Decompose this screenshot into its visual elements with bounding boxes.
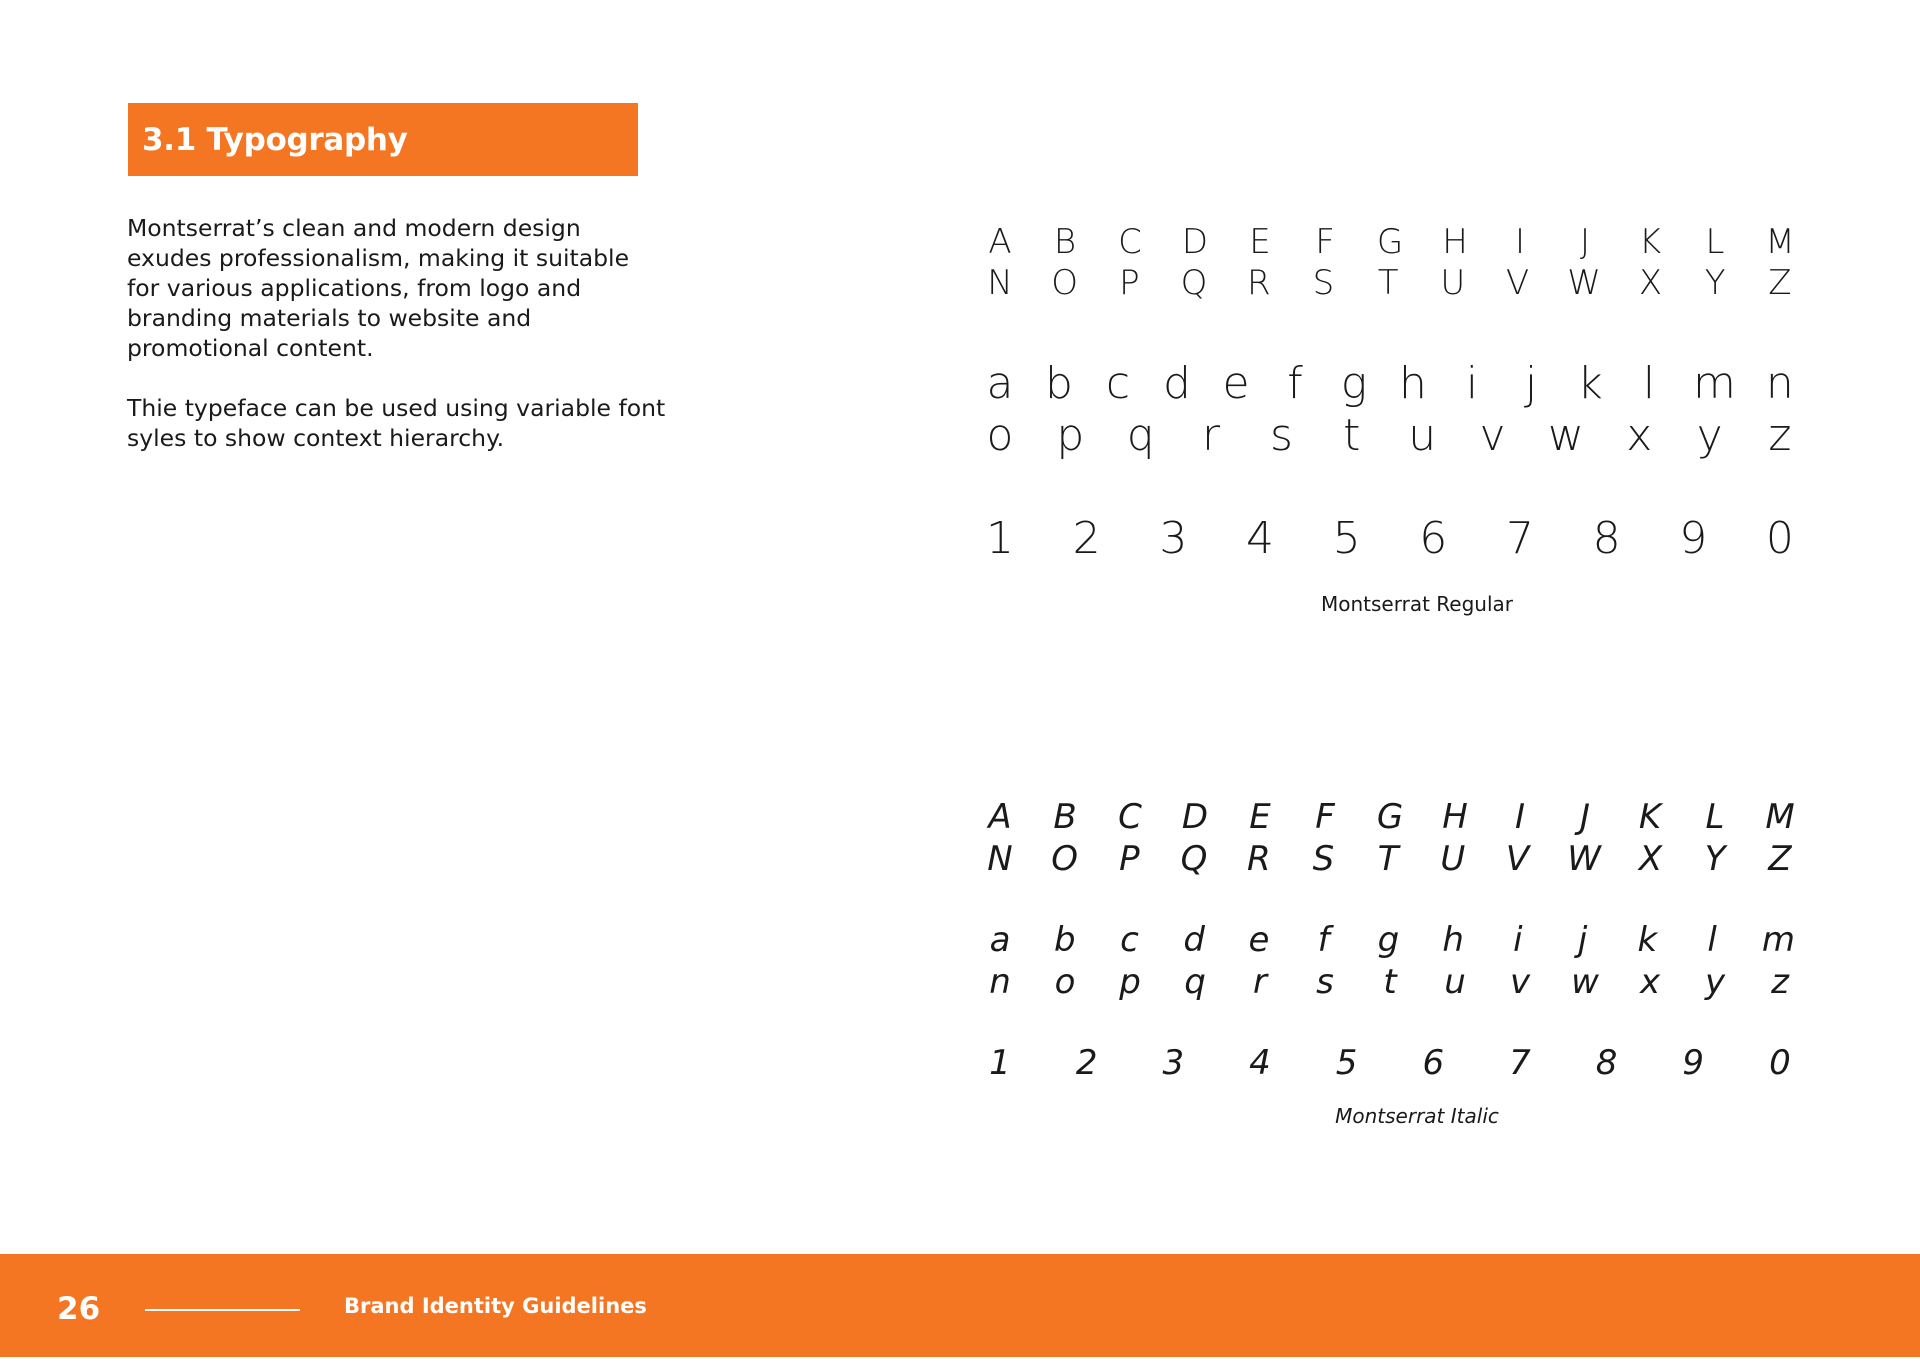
glyph: 7 [1509, 1043, 1531, 1083]
glyph: L [1705, 222, 1725, 262]
italic-numbers-row [985, 1042, 1795, 1084]
glyph: M [1765, 222, 1795, 262]
glyph: Y [1704, 263, 1726, 303]
glyph: p [1119, 962, 1141, 1002]
glyph: R [1246, 263, 1271, 303]
glyph: B [1053, 222, 1077, 262]
glyph: 4 [1249, 1043, 1271, 1083]
glyph: V [1505, 263, 1530, 303]
glyph: Y [1704, 839, 1726, 879]
glyph: 3 [1162, 1043, 1185, 1083]
footer-title: Brand Identity Guidelines [344, 1294, 647, 1318]
italic-lowercase-row-1 [985, 919, 1795, 961]
glyph: J [1579, 797, 1591, 837]
glyph: 9 [1679, 513, 1708, 564]
glyph: q [1184, 962, 1206, 1002]
glyph: Q [1180, 839, 1208, 879]
glyph: g [1377, 920, 1400, 960]
regular-numbers-row [985, 512, 1795, 566]
glyph: c [1105, 358, 1131, 409]
glyph: D [1181, 797, 1209, 837]
glyph: 3 [1159, 513, 1188, 564]
glyph: S [1312, 839, 1335, 879]
glyph: y [1704, 962, 1726, 1002]
glyph: r [1202, 410, 1221, 461]
glyph: d [1163, 358, 1191, 409]
glyph: q [1126, 410, 1155, 461]
glyph: c [1120, 920, 1139, 960]
glyph: E [1249, 222, 1271, 262]
italic-uppercase-row-1 [985, 796, 1795, 838]
glyph: w [1571, 962, 1599, 1002]
glyph: f [1287, 358, 1303, 409]
glyph: k [1577, 358, 1603, 409]
glyph: l [1642, 358, 1656, 409]
glyph: G [1376, 797, 1404, 837]
glyph: i [1465, 358, 1479, 409]
italic-lowercase-row-2 [985, 961, 1795, 1003]
glyph: t [1343, 410, 1361, 461]
glyph: 9 [1682, 1043, 1705, 1083]
glyph: 5 [1332, 513, 1361, 564]
glyph: F [1315, 797, 1335, 837]
glyph: r [1253, 962, 1267, 1002]
glyph: x [1639, 962, 1661, 1002]
glyph: v [1509, 962, 1531, 1002]
glyph: h [1442, 920, 1464, 960]
glyph: V [1505, 839, 1530, 879]
page-number: 26 [57, 1291, 101, 1327]
regular-lowercase-row-2 [985, 409, 1795, 463]
glyph: D [1181, 222, 1209, 262]
glyph: X [1638, 839, 1663, 879]
glyph: C [1118, 222, 1142, 262]
glyph: b [1053, 920, 1076, 960]
glyph: R [1246, 839, 1271, 879]
glyph: Z [1768, 263, 1792, 303]
glyph: v [1479, 410, 1506, 461]
glyph: f [1317, 920, 1330, 960]
glyph: a [989, 920, 1011, 960]
glyph: S [1312, 263, 1335, 303]
glyph: a [986, 358, 1014, 409]
glyph: A [988, 222, 1012, 262]
glyph: j [1577, 920, 1588, 960]
glyph: U [1440, 839, 1466, 879]
glyph: I [1514, 797, 1526, 837]
italic-caption: Montserrat Italic [1335, 1104, 1499, 1128]
glyph: C [1118, 797, 1142, 837]
glyph: J [1579, 222, 1591, 262]
glyph: M [1765, 797, 1795, 837]
glyph: d [1183, 920, 1205, 960]
glyph: n [989, 962, 1011, 1002]
glyph: j [1524, 358, 1538, 409]
glyph: 6 [1422, 1043, 1445, 1083]
regular-lowercase-row-1 [985, 357, 1795, 411]
glyph: w [1547, 410, 1584, 461]
glyph: 0 [1769, 1043, 1791, 1083]
glyph: X [1638, 263, 1663, 303]
footer-divider [145, 1309, 300, 1311]
glyph: F [1315, 222, 1335, 262]
glyph: 5 [1335, 1043, 1358, 1083]
glyph: s [1269, 410, 1293, 461]
glyph: 1 [989, 1043, 1011, 1083]
glyph: P [1119, 839, 1140, 879]
glyph: W [1567, 263, 1601, 303]
regular-uppercase-row-1 [985, 221, 1795, 263]
glyph: 4 [1245, 513, 1274, 564]
glyph: 0 [1765, 513, 1794, 564]
glyph: B [1053, 797, 1077, 837]
glyph: O [1051, 263, 1079, 303]
glyph: k [1637, 920, 1658, 960]
glyph: y [1696, 410, 1723, 461]
glyph: 8 [1592, 513, 1621, 564]
glyph: A [988, 797, 1012, 837]
glyph: N [987, 263, 1013, 303]
glyph: t [1383, 962, 1397, 1002]
glyph: N [987, 839, 1013, 879]
glyph: I [1514, 222, 1526, 262]
footer-bar [0, 1254, 1920, 1357]
glyph: O [1051, 839, 1079, 879]
section-title: 3.1 Typography [142, 121, 408, 158]
glyph: H [1442, 222, 1468, 262]
glyph: h [1399, 358, 1427, 409]
glyph: P [1119, 263, 1140, 303]
glyph: u [1444, 962, 1466, 1002]
glyph: E [1249, 797, 1271, 837]
glyph: m [1761, 920, 1795, 960]
glyph: i [1513, 920, 1523, 960]
intro-paragraph-1: Montserrat’s clean and modern design exudes professionalism, making it suitable for various applications, from logo and branding materials to website and promotional content. [127, 214, 630, 362]
glyph: L [1705, 797, 1725, 837]
glyph: 1 [986, 513, 1014, 564]
glyph: n [1765, 358, 1794, 409]
glyph: g [1340, 358, 1368, 409]
glyph: 2 [1072, 513, 1101, 564]
italic-uppercase-row-2 [985, 838, 1795, 880]
glyph: T [1377, 839, 1399, 879]
glyph: K [1638, 797, 1662, 837]
glyph: m [1693, 358, 1736, 409]
glyph: p [1056, 410, 1085, 461]
regular-uppercase-row-2 [985, 262, 1795, 304]
glyph: W [1567, 839, 1601, 879]
glyph: z [1771, 962, 1789, 1002]
glyph: H [1442, 797, 1468, 837]
glyph: Z [1768, 839, 1792, 879]
glyph: Q [1180, 263, 1208, 303]
section-header [128, 103, 638, 176]
glyph: o [986, 410, 1014, 461]
intro-paragraph-2: Thie typeface can be used using variable font syles to show context hierarchy. [127, 394, 666, 452]
glyph: e [1248, 920, 1270, 960]
glyph: s [1316, 962, 1334, 1002]
glyph: u [1408, 410, 1437, 461]
glyph: l [1707, 920, 1717, 960]
glyph: T [1377, 263, 1399, 303]
glyph: K [1638, 222, 1662, 262]
glyph: 8 [1595, 1043, 1618, 1083]
glyph: 2 [1075, 1043, 1098, 1083]
glyph: o [1054, 962, 1076, 1002]
glyph: x [1626, 410, 1653, 461]
glyph: G [1376, 222, 1404, 262]
intro-text [127, 213, 667, 483]
glyph: 6 [1419, 513, 1448, 564]
glyph: U [1440, 263, 1466, 303]
glyph: e [1222, 358, 1250, 409]
regular-caption: Montserrat Regular [1321, 592, 1513, 616]
glyph: 7 [1505, 513, 1534, 564]
glyph: z [1768, 410, 1792, 461]
glyph: b [1045, 358, 1073, 409]
